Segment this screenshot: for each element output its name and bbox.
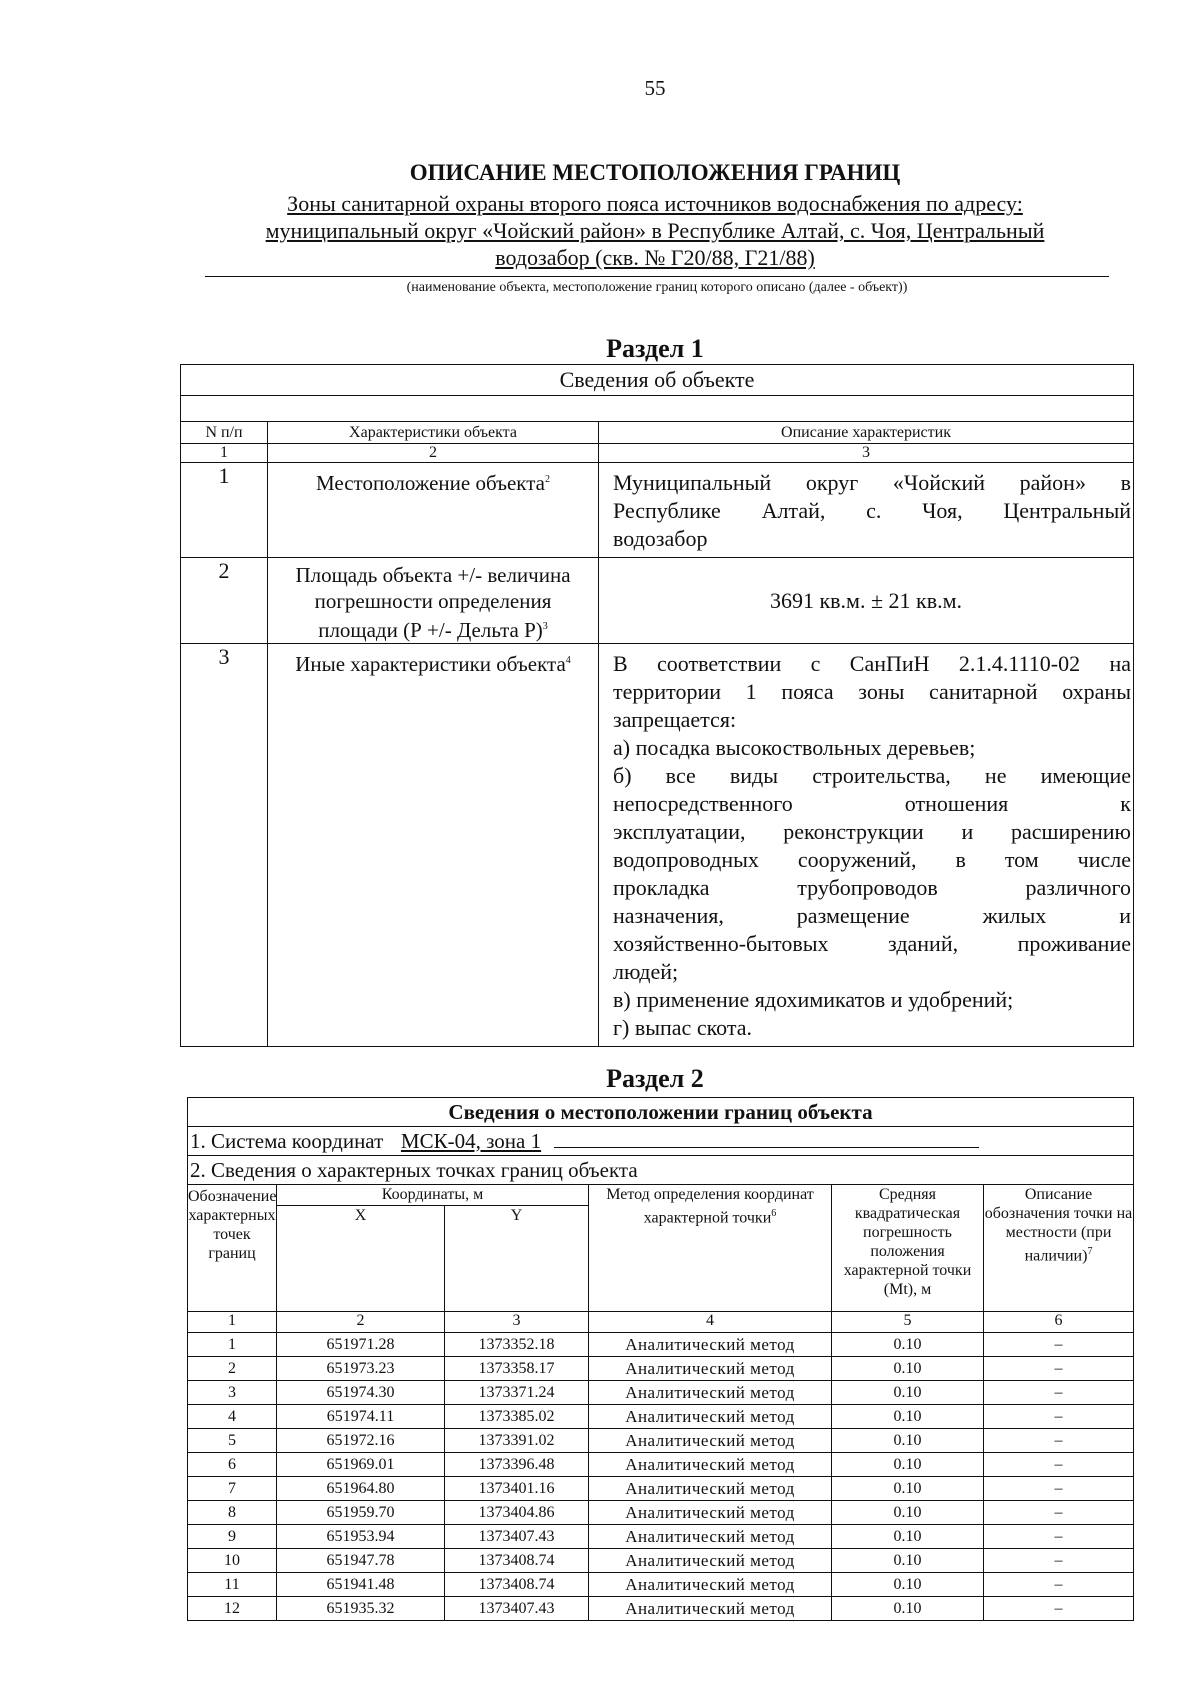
- point-row: [188, 1405, 1134, 1429]
- boundary-points-table: [187, 1097, 1134, 1621]
- points-label: 2. Сведения о характерных точках границ объекта: [188, 1156, 1134, 1185]
- point-number: 6: [188, 1453, 277, 1477]
- point-y: 1373407.43: [445, 1597, 589, 1621]
- col-number: 3: [445, 1312, 589, 1333]
- point-description: –: [984, 1597, 1134, 1621]
- point-row: [188, 1381, 1134, 1405]
- row-label: Иные характеристики объекта$^4$: [268, 644, 599, 1047]
- col-number: 5: [832, 1312, 984, 1333]
- point-x: 651935.32: [277, 1597, 445, 1621]
- point-y: 1373385.02: [445, 1405, 589, 1429]
- point-x: 651969.01: [277, 1453, 445, 1477]
- point-number: 1: [188, 1333, 277, 1357]
- header-x: X: [277, 1206, 445, 1312]
- point-description: –: [984, 1381, 1134, 1405]
- point-method: Аналитический метод: [589, 1477, 832, 1501]
- header-designation: Обозначение характерных точек границ: [188, 1185, 277, 1312]
- table-row: [181, 463, 1134, 558]
- row-description: Муниципальный округ «Чойский район» в Республике Алтай, с. Чоя, Центральный водозабор: [599, 463, 1134, 558]
- point-method: Аналитический метод: [589, 1525, 832, 1549]
- point-x: 651974.11: [277, 1405, 445, 1429]
- point-x: 651974.30: [277, 1381, 445, 1405]
- point-method: Аналитический метод: [589, 1357, 832, 1381]
- col-number: 6: [984, 1312, 1134, 1333]
- header-error: Средняя квадратическая погрешность положения характерной точки (Mt), м: [832, 1185, 984, 1312]
- section-1-heading: Раздел 1: [606, 334, 704, 363]
- point-description: –: [984, 1429, 1134, 1453]
- point-error: 0.10: [832, 1429, 984, 1453]
- point-y: 1373352.18: [445, 1333, 589, 1357]
- point-row: [188, 1429, 1134, 1453]
- point-number: 9: [188, 1525, 277, 1549]
- col-number: 2: [268, 444, 599, 463]
- point-error: 0.10: [832, 1333, 984, 1357]
- point-x: 651972.16: [277, 1429, 445, 1453]
- point-method: Аналитический метод: [589, 1381, 832, 1405]
- point-method: Аналитический метод: [589, 1573, 832, 1597]
- point-y: 1373371.24: [445, 1381, 589, 1405]
- header-num: N п/п: [181, 422, 268, 444]
- point-y: 1373396.48: [445, 1453, 589, 1477]
- col-number: 1: [188, 1312, 277, 1333]
- point-error: 0.10: [832, 1453, 984, 1477]
- point-description: –: [984, 1549, 1134, 1573]
- boundary-table-title: Сведения о местоположении границ объекта: [188, 1098, 1134, 1127]
- point-description: –: [984, 1573, 1134, 1597]
- area-value: 3691 кв.м. ± 21 кв.м.: [599, 558, 1134, 644]
- point-row: [188, 1501, 1134, 1525]
- point-row: [188, 1525, 1134, 1549]
- point-y: 1373408.74: [445, 1549, 589, 1573]
- point-method: Аналитический метод: [589, 1453, 832, 1477]
- point-method: Аналитический метод: [589, 1501, 832, 1525]
- point-number: 5: [188, 1429, 277, 1453]
- point-description: –: [984, 1357, 1134, 1381]
- row-number: 1: [181, 463, 268, 558]
- header-description: Описание характеристик: [599, 422, 1134, 444]
- point-y: 1373391.02: [445, 1429, 589, 1453]
- point-number: 8: [188, 1501, 277, 1525]
- point-error: 0.10: [832, 1477, 984, 1501]
- row-description: В соответствии с СанПиН 2.1.4.1110-02 на территории 1 пояса зоны санитарной охраны запрещается: а) посадка высокоствольных деревьев; б) все виды строительства, не имеющие непосредственного отношения к эксплуатации, реконструкции и расширению водопроводных сооружений, в том числе прокладка трубопроводов различного назначения, размещение жилых и хозяйственно-бытовых зданий, проживание людей; в) применение ядохимикатов и удобрений; г) выпас скота.: [599, 644, 1134, 1047]
- header-y: Y: [445, 1206, 589, 1312]
- point-number: 4: [188, 1405, 277, 1429]
- point-y: 1373404.86: [445, 1501, 589, 1525]
- object-name-caption: (наименование объекта, местоположение границ которого описано (далее - объект)): [406, 280, 908, 295]
- point-y: 1373407.43: [445, 1525, 589, 1549]
- coordinate-system-value: МСК-04, зона 1: [400, 1128, 542, 1153]
- header-method: Метод определения координат характерной точки$^6$: [589, 1185, 832, 1312]
- point-number: 7: [188, 1477, 277, 1501]
- point-y: 1373408.74: [445, 1573, 589, 1597]
- point-error: 0.10: [832, 1597, 984, 1621]
- point-method: Аналитический метод: [589, 1405, 832, 1429]
- point-error: 0.10: [832, 1405, 984, 1429]
- point-description: –: [984, 1477, 1134, 1501]
- point-number: 10: [188, 1549, 277, 1573]
- point-description: –: [984, 1525, 1134, 1549]
- point-description: –: [984, 1333, 1134, 1357]
- point-x: 651953.94: [277, 1525, 445, 1549]
- point-method: Аналитический метод: [589, 1333, 832, 1357]
- point-method: Аналитический метод: [589, 1429, 832, 1453]
- point-y: 1373358.17: [445, 1357, 589, 1381]
- object-name-line-1: Зоны санитарной охраны второго пояса источников водоснабжения по адресу:: [287, 191, 1023, 216]
- point-method: Аналитический метод: [589, 1597, 832, 1621]
- point-row: [188, 1357, 1134, 1381]
- col-number: 3: [599, 444, 1134, 463]
- point-error: 0.10: [832, 1525, 984, 1549]
- object-info-title: Сведения об объекте: [181, 365, 1134, 396]
- point-description: –: [984, 1453, 1134, 1477]
- row-label: Местоположение объекта$^2$: [268, 463, 599, 558]
- point-x: 651964.80: [277, 1477, 445, 1501]
- col-number: 2: [277, 1312, 445, 1333]
- object-name-line-2: муниципальный округ «Чойский район» в Республике Алтай, с. Чоя, Центральный: [265, 218, 1045, 243]
- point-number: 11: [188, 1573, 277, 1597]
- divider: [205, 276, 1109, 277]
- point-x: 651971.28: [277, 1333, 445, 1357]
- header-characteristic: Характеристики объекта: [268, 422, 599, 444]
- point-row: [188, 1333, 1134, 1357]
- point-x: 651941.48: [277, 1573, 445, 1597]
- point-number: 3: [188, 1381, 277, 1405]
- object-name-line-3: водозабор (скв. № Г20/88, Г21/88): [495, 245, 815, 270]
- point-error: 0.10: [832, 1501, 984, 1525]
- point-x: 651947.78: [277, 1549, 445, 1573]
- col-number: 1: [181, 444, 268, 463]
- point-number: 2: [188, 1357, 277, 1381]
- row-label: Площадь объекта +/- величина погрешности определения площади (Р +/- Дельта Р)$^3$: [268, 558, 599, 644]
- point-error: 0.10: [832, 1573, 984, 1597]
- point-row: [188, 1573, 1134, 1597]
- object-name: [205, 190, 1105, 271]
- row-number: 3: [181, 644, 268, 1047]
- point-error: 0.10: [832, 1357, 984, 1381]
- point-description: –: [984, 1405, 1134, 1429]
- point-method: Аналитический метод: [589, 1549, 832, 1573]
- table-row: [181, 644, 1134, 1047]
- table-row: [181, 558, 1134, 644]
- coordinate-system-row: [188, 1127, 1134, 1156]
- point-row: [188, 1549, 1134, 1573]
- coordinate-system-label: 1. Система координат: [190, 1128, 384, 1153]
- empty-row: [181, 396, 1134, 422]
- row-number: 2: [181, 558, 268, 644]
- point-x: 651973.23: [277, 1357, 445, 1381]
- header-coordinates: Координаты, м: [277, 1185, 589, 1206]
- point-x: 651959.70: [277, 1501, 445, 1525]
- point-error: 0.10: [832, 1381, 984, 1405]
- point-error: 0.10: [832, 1549, 984, 1573]
- point-y: 1373401.16: [445, 1477, 589, 1501]
- header-point-description: Описание обозначения точки на местности (при наличии)$^7$: [984, 1185, 1134, 1312]
- page-number: 55: [644, 76, 666, 100]
- object-info-table: [180, 364, 1134, 1047]
- col-number: 4: [589, 1312, 832, 1333]
- point-row: [188, 1453, 1134, 1477]
- point-number: 12: [188, 1597, 277, 1621]
- point-row: [188, 1477, 1134, 1501]
- section-2-heading: Раздел 2: [606, 1064, 704, 1093]
- coordinate-system-underline: [554, 1131, 979, 1148]
- point-description: –: [984, 1501, 1134, 1525]
- document-title: ОПИСАНИЕ МЕСТОПОЛОЖЕНИЯ ГРАНИЦ: [409, 160, 901, 185]
- point-row: [188, 1597, 1134, 1621]
